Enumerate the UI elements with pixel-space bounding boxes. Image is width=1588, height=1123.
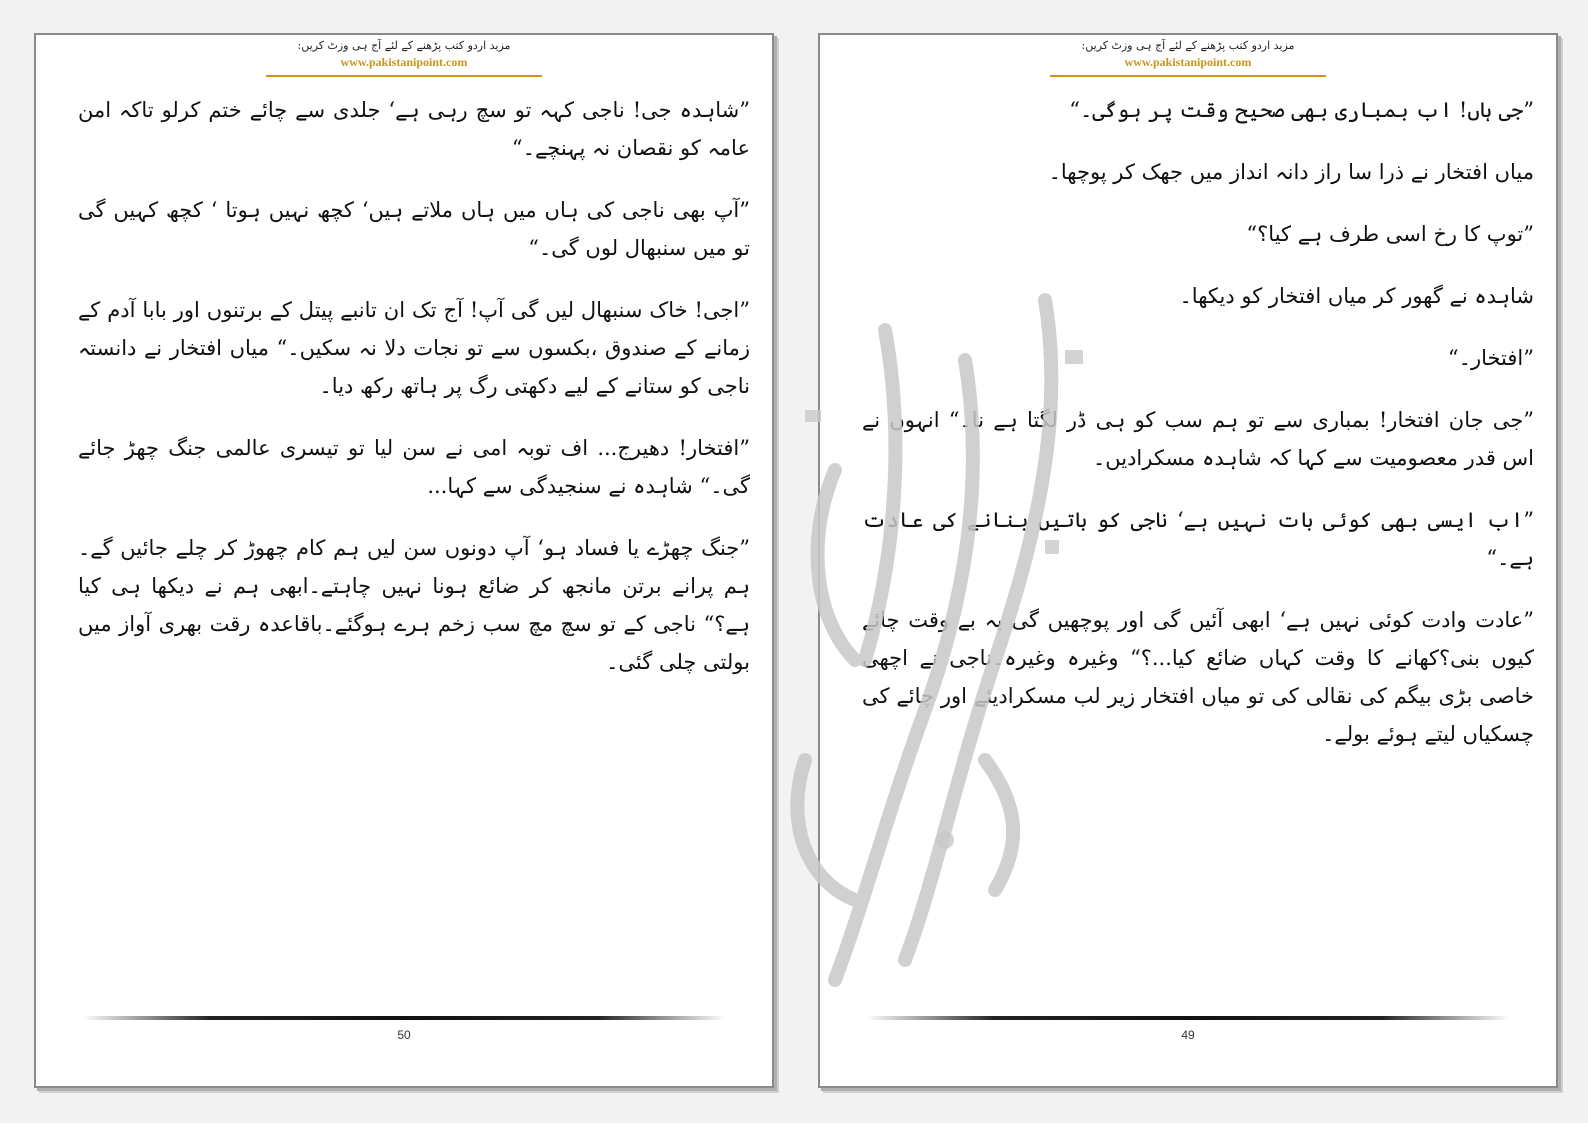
footer-divider — [82, 1016, 726, 1020]
header-url[interactable]: www.pakistanipoint.com — [340, 55, 468, 69]
paragraph: ”آپ بھی ناجی کی ہاں میں ہاں ملاتے ہیں‘ کچھ نہیں ہوتا ‘ کچھ کہیں گی تو میں سنبھال لوں گی۔“ — [78, 198, 750, 260]
paragraph: ”جی جان افتخار! بمباری سے تو ہم سب کو ہی ڈر لگتا ہے نا۔“ انہوں نے اس قدر معصومیت سے کہا کہ شاہدہ مسکرادیں۔ — [862, 408, 1534, 470]
header-note: مزید اردو کتب پڑھنے کے لئے آج ہی وزٹ کریں: — [1081, 39, 1295, 52]
page-body — [78, 91, 750, 705]
paragraph: شاہدہ نے گھور کر میاں افتخار کو دیکھا۔ — [1179, 284, 1534, 308]
header-divider — [266, 75, 542, 77]
paragraph: میاں افتخار نے ذرا سا راز دانہ انداز میں جھک کر پوچھا۔ — [1048, 160, 1534, 184]
header-divider — [1050, 75, 1326, 77]
paragraph: ”اجی! خاک سنبھال لیں گی آپ! آج تک ان تانبے پیتل کے برتنوں اور بابا آدم کے زمانے کے صندوق ،بکسوں سے تو نجات دلا نہ سکیں۔“ میاں افتخار نے دانستہ ناجی کو ستانے کے لیے دکھتی رگ پر ہاتھ رکھ دیا۔ — [78, 298, 750, 398]
paragraph: ”عادت وادت کوئی نہیں ہے‘ ابھی آئیں گی اور پوچھیں گی یہ بے وقت چائے کیوں بنی؟کھانے کا وقت کہاں ضائع کیا...؟“ وغیرہ وغیرہ۔ناجی نے اچھی خاصی بڑی بیگم کی نقالی کی تو میاں افتخار زیر لب مسکرادیئے اور چائے کی چسکیاں لیتے ہوئے بولے۔ — [862, 608, 1534, 746]
page-header — [36, 39, 772, 70]
page-number: 49 — [1181, 1028, 1195, 1042]
paragraph: ”افتخار! دھیرج... اف توبہ امی نے سن لیا تو تیسری عالمی جنگ چھڑ جائے گی۔“ شاہدہ نے سنجیدگی سے کہا... — [78, 436, 750, 498]
page-body — [862, 91, 1534, 777]
left-page — [34, 33, 774, 1088]
paragraph: ”جنگ چھڑے یا فساد ہو‘ آپ دونوں سن لیں ہم کام چھوڑ کر چلے جائیں گے۔ہم پرانے برتن مانجھ کر ضائع ہونا نہیں چاہتے۔ابھی ہم نے دیکھا ہی کیا ہے؟“ ناجی کے تو سچ مچ سب زخم ہرے ہوگئے۔باقاعدہ رقت بھری آواز میں بولتی چلی گئی۔ — [78, 536, 750, 674]
paragraph: ”جی ہاں! اب بمباری بھی صحیح وقت پر ہوگی۔“ — [1069, 98, 1534, 122]
paragraph: ”شاہدہ جی! ناجی کہہ تو سچ رہی ہے‘ جلدی سے چائے ختم کرلو تاکہ امن عامہ کو نقصان نہ پہنچے۔“ — [78, 98, 750, 160]
header-note: مزید اردو کتب پڑھنے کے لئے آج ہی وزٹ کریں: — [297, 39, 511, 52]
right-page — [818, 33, 1558, 1088]
paragraph: ”افتخار۔“ — [1447, 346, 1534, 370]
page-header — [820, 39, 1556, 70]
header-url[interactable]: www.pakistanipoint.com — [1124, 55, 1252, 69]
page-number: 50 — [397, 1028, 411, 1042]
paragraph: ”توپ کا رخ اسی طرف ہے کیا؟“ — [1246, 222, 1534, 246]
paragraph: ”اب ایسی بھی کوئی بات نہیں ہے‘ ناجی کو باتیں بنانے کی عادت ہے۔“ — [862, 508, 1534, 570]
footer-divider — [866, 1016, 1510, 1020]
